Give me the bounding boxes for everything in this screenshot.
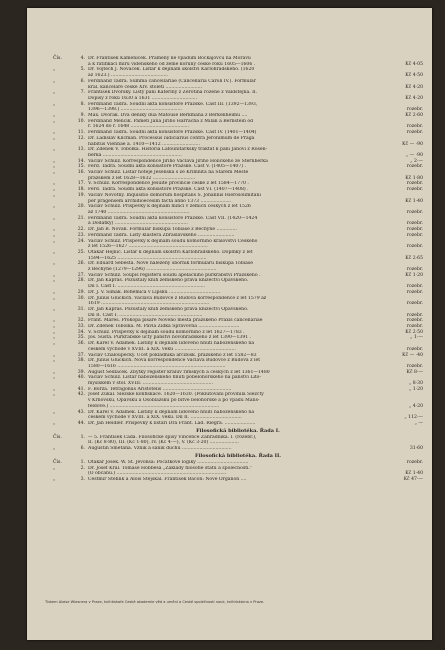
entry-text: až 1740 ........................................................ <box>88 209 190 215</box>
entry-text: Dr. Jan Kapras. Pozůstalý kníh zemského práva knížectví Opavského. <box>88 278 249 284</box>
entry-price: rozebr. <box>406 124 423 130</box>
entry-price: Kč 4·20 <box>405 95 423 101</box>
entry-number: 1. <box>80 434 85 440</box>
entry-text: myšlském v stol. XVIII. ................................................ <box>88 381 213 387</box>
section-heading: Filosofická bibliotéka. Řada II. <box>194 452 282 459</box>
entry-text: z let 1526—1627 ...................................................... <box>88 244 208 250</box>
entry-price: rozebr. <box>406 181 423 187</box>
entry-lead: „ <box>53 386 56 392</box>
entry-text: August Sedláček. Zbytky register králův římských a českých z let 1361—1480 <box>88 369 270 375</box>
entry-text: Dr. Jan Kapras. Pozůstalý kníh zemského práva knížectví Opavského. <box>88 306 249 312</box>
entry-lead: „ <box>53 215 56 221</box>
entry-price: Kč — ·40 <box>402 352 423 358</box>
entry-number: 26. <box>77 261 85 267</box>
entry-price: rozebr. <box>406 227 423 233</box>
entry-lead: „ <box>53 249 56 255</box>
entry-number: 4. <box>80 56 85 61</box>
entry-lead: „ <box>53 147 56 153</box>
entry-number: 6. <box>80 446 85 452</box>
document-page <box>27 8 432 640</box>
entry-price: Kč 4·20 <box>405 84 423 90</box>
entry-price: Kč 2·65 <box>405 255 423 261</box>
entry-text: Dr. J. V. Šimák. Bohemica v Lipsku ................................... <box>88 289 221 295</box>
entry-lead: „ <box>53 170 56 176</box>
entry-price: rozebr. <box>406 164 423 170</box>
entry-price: „ 4·20 <box>408 403 423 409</box>
entry-lead: „ <box>53 238 56 244</box>
entry-number: 29. <box>77 289 85 295</box>
entry-lead: „ <box>53 465 56 471</box>
entry-text: Dr. Eduard Šebesta. Nově nalezený sborník formulářů biskupa Tobiáše <box>88 261 253 267</box>
entry-text: Josef Žukal. Slezské konfiskace. 1620—1630. (Poklutování provinilá Slezčty <box>88 392 264 398</box>
entry-lead: „ <box>53 164 56 170</box>
entry-price: rozebr. <box>406 324 423 330</box>
entry-lead: „ <box>53 476 56 482</box>
entry-text: Václav Schulz. Listář náboženského hnutí pobělohorského na panství Lito- <box>88 375 262 381</box>
entry-number: 39. <box>77 369 85 375</box>
entry-text: Dr. Jan B. Novák. Formulář biskupa Tobiáše z Bechyně .............. <box>88 227 237 233</box>
entry-price: rozebr. <box>406 107 423 113</box>
entry-text: Dopisy z roku 1630 a 1631 ............................... <box>88 95 198 101</box>
entry-lead: „ <box>53 67 56 73</box>
entry-number: 2. <box>80 465 85 471</box>
entry-price: Kč 4·05 <box>405 61 423 67</box>
catalogue-entry <box>53 446 423 452</box>
entry-price: „ 1·20 <box>408 386 423 392</box>
entry-text: Dr. Josef Král. Tomáše Hobbesa „Základy filosofie státu a společnosti.“ <box>88 465 253 471</box>
entry-lead: „ <box>53 358 56 364</box>
entry-lead: „ <box>53 130 56 136</box>
entry-price: „ — <box>414 421 423 426</box>
catalogue-entry <box>53 421 423 427</box>
entry-lead: „ <box>53 318 56 324</box>
entry-text: z Bechyně (1279—1296) ................................................ <box>88 267 217 273</box>
entry-text: Václav Schulz. Soupis registerů soudu apelačního purkrabství Pražského . <box>88 272 261 278</box>
catalogue-entry <box>53 477 423 483</box>
entry-text: Ferdinand Tadra. Soudní akta konsistoře Pražské. Část IV. (1401—1404) <box>88 130 257 136</box>
entry-text: Václav Schulz. Příspěvky k dějinám mincí v zemích českých z let 1526 <box>88 204 251 210</box>
entry-number: 11. <box>77 130 85 136</box>
entry-number: 3. <box>80 476 85 482</box>
entry-price: rozebr. <box>406 130 423 136</box>
entry-number: 41. <box>77 386 85 392</box>
entry-lead: „ <box>53 90 56 96</box>
entry-text: Max. Dvořák. Dva deníky dua Matouše Berkmana z Berkenheimu .... <box>88 113 248 119</box>
entry-text: František Dvorský. Listy paní Kateřiny z Žerotína rozené z Valdštejna. II. <box>88 90 258 96</box>
entry-lead: „ <box>53 204 56 210</box>
entry-text: Václav Schulz. Listář hoteje Jesenská s ze Křimnita na Starém Městě <box>88 170 249 176</box>
entry-text: Dr. Jan Heidler. Příspěvky k listáři Dra Frant. Lad. Riegra. ..................... <box>88 421 256 426</box>
entry-text: — 5. František Čáda. Filosofické spisy Vincence Zahradníka. I. (rozebr.), <box>88 434 257 440</box>
entry-lead: „ <box>53 227 56 233</box>
entry-text: Augustin Smetana. Vznik a sánik duchů .................................. <box>88 446 232 452</box>
printer-footnote: Tiskem Aloise Wiesnera v Praze, knihtiskaře České akademie věd a umění a České společnosti nauk, knihtiskárna v Praze. <box>45 600 265 604</box>
entry-text: Ferd. Tadra. Soudní akta konsistoře Pražské. Část V. (1405—1407) . <box>88 164 246 170</box>
entry-text: Václav Schulz. Korrespondence Jiřího Václava Jiřího Holického ze Šternberka <box>88 158 268 164</box>
entry-lead: „ <box>53 192 56 198</box>
entry-text: r. 1624 do r. 1648 ........................................ <box>88 124 190 130</box>
entry-price: Kč 1·40 <box>405 471 423 477</box>
entry-price: Kč 47·— <box>403 476 423 482</box>
entry-number: 35. <box>77 335 85 341</box>
entry-number: 34. <box>77 329 85 335</box>
entry-lead: „ <box>53 341 56 347</box>
entry-text: habitus Viennae a. 1410—1412 .......................... <box>88 141 201 147</box>
entry-price: „ — ·90 <box>405 152 423 158</box>
entry-text: 1580—1616 .......................................................................... <box>88 363 226 369</box>
entry-number: 23. <box>77 232 85 238</box>
entry-number: 13. <box>77 147 85 153</box>
entry-lead: „ <box>53 232 56 238</box>
entry-price: „ 1·— <box>410 335 423 341</box>
entry-number: 12. <box>77 135 85 141</box>
entry-text: Dr. Zdeněk V. Tobolka. Historia Lafounitarkský traktát k paní Janovi z Rosen- <box>88 147 268 153</box>
entry-price: „ 2·— <box>410 158 423 164</box>
entry-number: 18. <box>77 187 85 193</box>
entry-lead: „ <box>53 392 56 398</box>
entry-price: Kč 4·50 <box>405 73 423 79</box>
entry-price: „ 8·30 <box>408 381 423 387</box>
entry-price: rozebr. <box>406 267 423 273</box>
entry-number: 16. <box>77 170 85 176</box>
entry-price: Kč 2·50 <box>405 329 423 335</box>
entry-lead: „ <box>53 295 56 301</box>
section-heading: Filosofická bibliotéka. Řada I. <box>196 427 280 434</box>
entry-lead: „ <box>53 352 56 358</box>
entry-number: 7. <box>80 90 85 96</box>
entry-text: v Krnovsku, Opavsku a Osoblažsku po bitvě bělohorské a po vpádu Mans- <box>88 398 260 404</box>
entry-text: Dr. Karel V. Adámek. Listiny k dějinám lidového hnutí náboženského na <box>88 341 255 347</box>
entry-text: českém východě v XVIII. a XIX. věku .......................................... <box>88 346 236 352</box>
entry-price: Kč — ·90 <box>402 141 423 147</box>
entry-price: Kč 2·60 <box>405 113 423 119</box>
entry-lead: „ <box>53 375 56 381</box>
entry-text: V. Schulz. Korrespondence Jesuité provincie české z let 1584—1770 . <box>88 181 249 187</box>
entry-number: 27. <box>77 272 85 278</box>
entry-text: pražském z let 1628—1632 ............................. <box>88 175 196 181</box>
entry-price: 31·60 <box>409 446 423 452</box>
entry-text: Dr. Karel V. Adámek. Listiny k dějinám lidového hnutí náboženského na <box>88 409 255 415</box>
entry-price: rozebr. <box>406 221 423 227</box>
entry-number: 43. <box>77 409 85 415</box>
entry-text: 1619 .......................................................................... <box>88 301 210 307</box>
entry-lead: „ <box>53 409 56 415</box>
entry-number: 19. <box>77 192 85 198</box>
entry-number: 15. <box>77 164 85 170</box>
entry-number: 5. <box>80 67 85 73</box>
entry-text: až 1623.) ....................................... <box>88 73 168 79</box>
entry-text: Václav Novotný. Inquisitio domorum hospitalis S. Johannis Hierosolimitani <box>88 192 261 198</box>
entry-number: 8. <box>80 101 85 107</box>
entry-number: 1. <box>80 459 85 465</box>
entry-lead: „ <box>53 113 56 119</box>
entry-price: Kč 1·40 <box>405 198 423 204</box>
entry-text: Ferd. Tadra. Soudní akta konsistoře Pražské. Část VI. (1407—1408) . <box>88 187 249 193</box>
entry-text: Frant. Mareš. Prokopa písaře Nového města pražského Praxis cancellariae <box>88 318 263 324</box>
entry-number: 24. <box>77 238 85 244</box>
entry-text: Ferdinand Menčík. Paměti Jana Jiřího Harracha z Milan a Bernstein od <box>88 118 254 124</box>
entry-lead: Čís. <box>53 56 62 61</box>
entry-number: 36. <box>77 341 85 347</box>
entry-price: rozebr. <box>406 209 423 215</box>
entry-text: Ferdinand Tadra. Listy kláštera Zbraslavského ......................... <box>88 232 235 238</box>
entry-lead: „ <box>53 118 56 124</box>
entry-text: Dr. Julius Glückich. Nová korrespondence Václava Budovce z Budova z let <box>88 358 261 364</box>
entry-price: Kč 1·80 <box>405 175 423 181</box>
entry-text: F. Borza. Tetragonus Aristotelis ............................................... <box>88 386 232 392</box>
entry-text: per pragensem archidioecesim facta anno 1373 ..................... <box>88 198 232 204</box>
entry-price: rozebr. <box>406 363 423 369</box>
entry-price: rozebr. <box>406 301 423 307</box>
entry-number: 31. <box>77 306 85 312</box>
entry-number: 21. <box>77 215 85 221</box>
entry-text: Jos. Šusta. Purkrabské účty panství novohradského z let 1390—1391 . <box>88 335 252 341</box>
entry-price: „ 112·— <box>404 415 423 421</box>
entry-text: Díl I. Část I. ............................................................ <box>88 284 206 290</box>
entry-text: II. (Kč 8·80), III. (Kč 1·80), IV. (Kč 4·—), V. (Kč 3·20) .................... <box>88 440 239 446</box>
entry-lead: „ <box>53 187 56 193</box>
entry-text: 1396—1398.) .......................................... <box>88 107 183 113</box>
entry-number: 32. <box>77 318 85 324</box>
entry-text: českém východě v XVIII. a XIX. věku. Díl II. ................................... <box>88 415 242 421</box>
catalogue-list <box>53 56 423 483</box>
entry-number: 38. <box>77 358 85 364</box>
entry-text: a Dodatky) .................................................. <box>88 221 188 227</box>
entry-number: 14. <box>77 158 85 164</box>
entry-price: rozebr. <box>406 312 423 318</box>
entry-number: 10. <box>77 118 85 124</box>
entry-number: 42. <box>77 392 85 398</box>
entry-text: Ferdinand Tadra. Soudní akta konsistoře Pražské. Část VII. (1420—1424 <box>88 215 258 221</box>
entry-number: 30. <box>77 295 85 301</box>
entry-text: Dr. Vojtěch J. Nováček. Listář k dějinám školství Karlohradského. (1620 <box>88 67 255 73</box>
entry-text: V. Schulz. Příspěvky k dějinám soudu komorního z let 1627—1783 . <box>88 329 245 335</box>
entry-price: rozebr. <box>406 459 423 465</box>
entry-lead: „ <box>53 158 56 164</box>
entry-number: 33. <box>77 324 85 330</box>
entry-lead: „ <box>53 181 56 187</box>
entry-lead: „ <box>53 135 56 141</box>
entry-text: Václav Chaloupecký. Účet pokladníka arcibisk. pražského z let 1582—83 <box>88 352 257 358</box>
entry-number: 28. <box>77 278 85 284</box>
entry-text: Dr. František Kameníček. Prameny ke vpádům Bočkajovců na Moravu <box>88 56 251 61</box>
entry-number: 17. <box>77 181 85 187</box>
entry-text: Ferdinand Tadra. Summa cancellariae (Cancellaria Caroli IV.). Formulář <box>88 78 256 84</box>
entry-price: rozebr. <box>406 284 423 290</box>
entry-lead: „ <box>53 324 56 330</box>
entry-lead: „ <box>53 78 56 84</box>
entry-lead: Čís. <box>53 459 62 465</box>
entry-number: 40. <box>77 375 85 381</box>
entry-text: (O občanu.) ........................................................................... <box>88 471 227 477</box>
entry-price: rozebr. <box>406 346 423 352</box>
entry-text: Čestmír Stehlík a Alois Stejskal. František Bacon: Nové Organon .... <box>88 476 247 482</box>
entry-text: král. kanceláře české XIV. století ......................... <box>88 84 203 90</box>
entry-lead: „ <box>53 289 56 295</box>
entry-text: Dr. Julius Glückich. Václava Budovce z Budova korrespondence z let 1579 až <box>88 295 267 301</box>
entry-lead: „ <box>53 369 56 375</box>
entry-lead: „ <box>53 306 56 312</box>
entry-number: 22. <box>77 227 85 233</box>
entry-lead: „ <box>53 421 56 426</box>
entry-text: Dr. Zdeněk Tobolka. M. Pavla Žídka Spravovna ............................ <box>88 324 240 330</box>
entry-number: 6. <box>80 78 85 84</box>
entry-lead: „ <box>53 278 56 284</box>
entry-number: 20. <box>77 204 85 210</box>
entry-text: Václav Schulz. Příspěvky k dějinám soudu komorního království Českého <box>88 238 258 244</box>
entry-price: Kč 1·20 <box>405 272 423 278</box>
entry-lead: „ <box>53 446 56 452</box>
entry-text: Ferdinand Tadra. Soudní akta konsistoře Pražské. Část III. (1392—1393, <box>88 101 258 107</box>
entry-price: rozebr. <box>406 187 423 193</box>
entry-price: Kč 8·— <box>406 369 423 375</box>
entry-lead: „ <box>53 101 56 107</box>
entry-lead: „ <box>53 329 56 335</box>
entry-price: rozebr. <box>406 244 423 250</box>
entry-lead: Čís. <box>53 434 62 440</box>
entry-text: Otakar Hejnic. Listář k dějinám školství Karlohradského. Doplňky z let <box>88 249 253 255</box>
entry-number: 9. <box>80 113 85 119</box>
entry-text: berka ...................................................... <box>88 152 182 158</box>
entry-text: 1594—1625 ............................................................. <box>88 255 207 261</box>
entry-price: rozebr. <box>406 318 423 324</box>
entry-text: Díl II. Část I. ......................................................... <box>88 312 203 318</box>
entry-lead: „ <box>53 335 56 341</box>
entry-text: feldově.) ........................................................................... <box>88 403 220 409</box>
entry-number: 37. <box>77 352 85 358</box>
entry-text: a k ratifikaci míru vídeňského od země koruny české roku 1605—1606 . <box>88 61 256 67</box>
entry-number: 44. <box>77 421 85 426</box>
entry-price: rozebr. <box>406 232 423 238</box>
entry-lead: „ <box>53 272 56 278</box>
entry-lead: „ <box>53 261 56 267</box>
entry-number: 25. <box>77 249 85 255</box>
entry-text: Dr. Ladislav Klicman. Processus iudiciarius contra Jeronimum de Praga <box>88 135 255 141</box>
entry-text: Otakar Josek. W. St. Jevonsa: Počátkové logiky ................................... <box>88 459 249 465</box>
entry-price: rozebr. <box>406 289 423 295</box>
